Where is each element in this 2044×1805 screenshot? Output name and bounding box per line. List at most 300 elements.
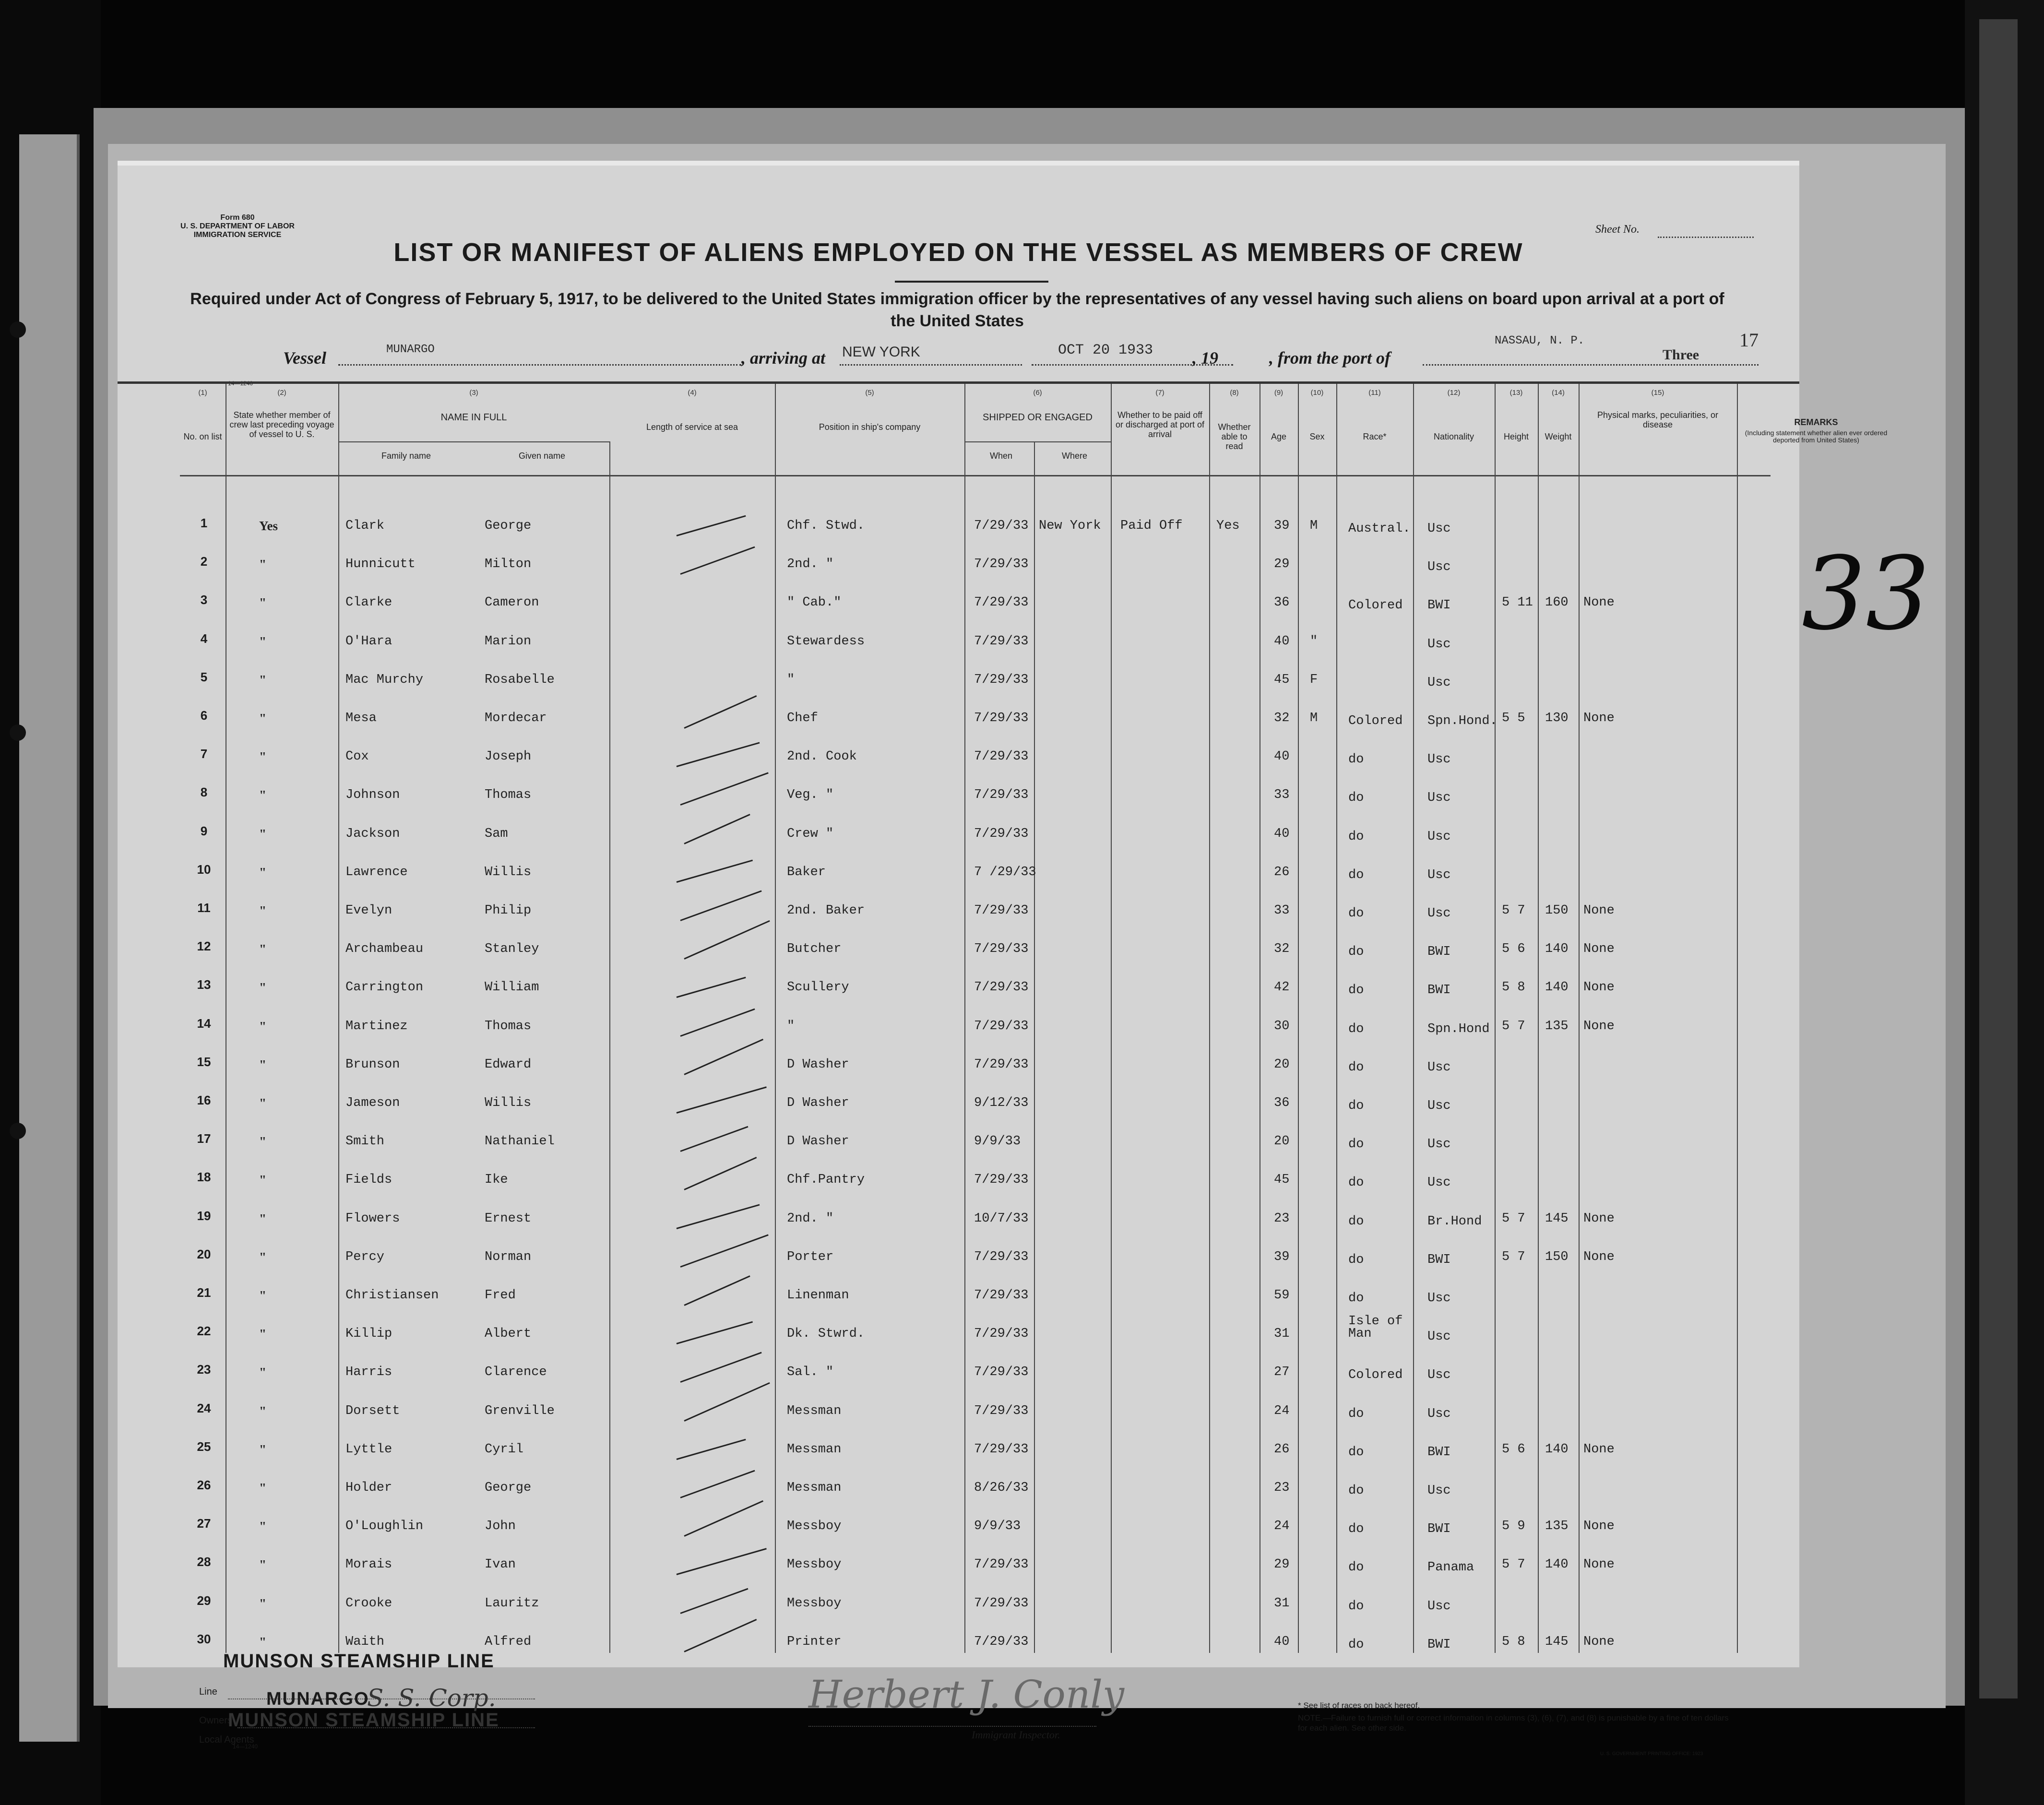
cell-family-name: Archambeau [345,942,424,956]
printer-note: U. S. GOVERNMENT PRINTING OFFICE: 1923 [1600,1751,1703,1757]
cell-race: do [1348,1022,1364,1036]
subheader-rule [338,441,609,442]
table-row [180,708,1771,742]
cell-when: 7/29/33 [974,673,1029,687]
cell-given-name: Thomas [485,1019,532,1033]
row-number: 19 [197,1209,211,1223]
cell-family-name: Mac Murchy [345,673,424,687]
column-header: Race* [1363,432,1387,441]
cell-weight: 140 [1545,942,1569,956]
cell-position: 2nd. Cook [787,749,857,764]
cell-nationality: Usc [1427,1291,1451,1306]
cell-when: 7/29/33 [974,1327,1029,1341]
cell-nationality: BWI [1427,1445,1451,1460]
cell-position: Scullery [787,980,849,995]
cell-sex: M [1310,711,1318,725]
cell-family-name: Clarke [345,595,392,610]
column-header: Sex [1309,432,1325,441]
cell-prev: " [259,1019,266,1033]
races-note: * See list of races on back hereof. [1298,1701,1420,1710]
inspector-signature: Herbert J. Conly [808,1672,1125,1717]
cell-physical-marks: None [1583,1635,1615,1649]
cell-nationality: Usc [1427,1330,1451,1344]
arriving-label: , arriving at [741,348,826,368]
cell-age: 23 [1274,1211,1290,1226]
cell-nationality: Usc [1427,1060,1451,1075]
cell-given-name: Mordecar [485,711,547,725]
page-subtitle: Required under Act of Congress of February 5, 1917, to be delivered to the United States immigration officer by the representatives of any vessel having such aliens on board upon arrival at a port of the United States [190,290,1724,330]
cell-sex: M [1310,519,1318,533]
cell-prev: " [259,1442,266,1457]
cell-family-name: O'Loughlin [345,1519,424,1533]
column-header: REMARKS [1794,417,1838,427]
cell-physical-marks: None [1583,711,1615,725]
cell-age: 36 [1274,595,1290,610]
punch-hole [10,321,26,338]
column-header: Nationality [1433,432,1474,441]
cell-age: 29 [1274,1557,1290,1572]
column-header: No. on list [183,432,222,441]
row-number: 24 [197,1401,211,1415]
cell-weight: 150 [1545,903,1569,918]
cell-given-name: William [485,980,539,995]
cell-race: Colored [1348,1368,1403,1382]
table-row [180,747,1771,780]
column-number: (13) [1509,389,1523,397]
cell-prev: " [259,595,266,610]
cell-family-name: Holder [345,1481,392,1495]
cell-position: D Washer [787,1134,849,1149]
service-tick-mark [677,1439,746,1460]
cell-height: 5 7 [1502,1250,1525,1264]
cell-when: 7/29/33 [974,1404,1029,1418]
cell-weight: 135 [1545,1019,1569,1033]
cell-family-name: Brunson [345,1057,400,1072]
cell-family-name: Christiansen [345,1288,439,1303]
row-number: 10 [197,862,211,877]
vessel-name: MUNARGO [386,343,435,356]
cell-given-name: Rosabelle [485,673,555,687]
cell-weight: 140 [1545,1557,1569,1572]
table-row [180,631,1771,665]
cell-weight: 135 [1545,1519,1569,1533]
cell-when: 8/26/33 [974,1481,1029,1495]
cell-position: Stewardess [787,634,865,649]
cell-when: 7/29/33 [974,1557,1029,1572]
column-subheader: Family name [381,451,431,461]
row-number: 6 [200,708,208,723]
column-number: (11) [1368,389,1381,397]
cell-given-name: Ike [485,1173,508,1187]
row-number: 11 [197,901,211,915]
form-number: Form 680 [220,214,255,222]
cell-nationality: Usc [1427,560,1451,574]
column-header: Height [1503,432,1529,441]
cell-given-name: Alfred [485,1635,532,1649]
cell-race: do [1348,1253,1364,1267]
right-edge [1979,19,2018,1698]
cell-family-name: Jackson [345,827,400,841]
column-number: (3) [469,389,478,397]
crew-table [180,384,1888,1653]
agents-label: Local Agents [199,1734,254,1745]
cell-when: 7/29/33 [974,1596,1029,1611]
column-number: (7) [1155,389,1165,397]
column-number: (8) [1230,389,1239,397]
cell-position: Printer [787,1635,842,1649]
service-tick-mark [680,1009,755,1037]
agents-stamp: MUNSON STEAMSHIP LINE [228,1710,499,1731]
cell-family-name: Crooke [345,1596,392,1611]
cell-position: Messman [787,1442,842,1457]
cell-when: 7/29/33 [974,1173,1029,1187]
row-number: 25 [197,1439,211,1454]
table-row [180,1314,1771,1357]
from-label: , from the port of [1269,348,1391,368]
cell-prev: " [259,1481,266,1495]
cell-physical-marks: None [1583,980,1615,995]
column-number: (10) [1310,389,1324,397]
cell-given-name: Clarence [485,1365,547,1379]
cell-prev: " [259,711,266,725]
row-number: 12 [197,939,211,953]
cell-prev: " [259,634,266,649]
form-service: IMMIGRATION SERVICE [193,231,282,239]
cell-race: do [1348,1176,1364,1190]
cell-family-name: O'Hara [345,634,392,649]
cell-position: Messman [787,1404,842,1418]
column-number: (1) [198,389,207,397]
table-row [180,1593,1771,1627]
row-number: 22 [197,1324,211,1338]
cell-nationality: Usc [1427,1407,1451,1421]
cell-weight: 150 [1545,1250,1569,1264]
cell-prev: " [259,1288,266,1303]
cell-height: 5 11 [1502,595,1533,610]
cell-race: do [1348,868,1364,882]
cell-age: 20 [1274,1057,1290,1072]
cell-prev: " [259,1519,266,1533]
owners-label: Owners [199,1715,232,1726]
table-row [180,1131,1771,1165]
cell-nationality: Usc [1427,1137,1451,1152]
cell-race: do [1348,1599,1364,1614]
row-number: 13 [197,977,211,992]
cell-family-name: Mesa [345,711,377,725]
cell-given-name: Nathaniel [485,1134,555,1149]
cell-position: " Cab." [787,595,842,610]
cell-given-name: Marion [485,634,532,649]
cell-prev: " [259,827,266,841]
column-number: (12) [1447,389,1461,397]
table-row [180,1055,1771,1088]
cell-age: 40 [1274,634,1290,649]
cell-age: 26 [1274,1442,1290,1457]
sheet-word: Three [1663,347,1699,363]
cell-race: Colored [1348,598,1403,613]
row-number: 18 [197,1170,211,1184]
cell-nationality: BWI [1427,1253,1451,1267]
cell-nationality: BWI [1427,945,1451,959]
cell-nationality: Usc [1427,1099,1451,1113]
cell-race: do [1348,1214,1364,1229]
row-number: 23 [197,1362,211,1377]
cell-physical-marks: None [1583,1442,1615,1457]
cell-family-name: Carrington [345,980,424,995]
column-subheader: When [989,451,1013,461]
column-header: Physical marks, peculiarities, or disease [1597,410,1719,429]
cell-family-name: Clark [345,519,385,533]
line-label: Line [199,1686,217,1697]
cell-prev: " [259,1557,266,1572]
cell-position: Baker [787,865,826,879]
service-tick-mark [677,860,753,883]
cell-when: 10/7/33 [974,1211,1029,1226]
cell-family-name: Martinez [345,1019,408,1033]
subheader-rule [964,441,1111,442]
cell-physical-marks: None [1583,903,1615,918]
column-header: Whether to be paid off or discharged at port of arrival [1115,410,1205,439]
cell-prev: " [259,1327,266,1341]
cell-when: 7/29/33 [974,980,1029,995]
cell-prev: " [259,1250,266,1264]
service-tick-mark [677,1321,753,1344]
row-number: 21 [197,1285,211,1300]
cell-paid-off: Paid Off [1120,519,1183,533]
cell-when: 7/29/33 [974,788,1029,802]
row-number: 29 [197,1593,211,1608]
cell-age: 32 [1274,942,1290,956]
cell-when: 7/29/33 [974,1019,1029,1033]
cell-height: 5 7 [1502,1211,1525,1226]
cell-given-name: Albert [485,1327,532,1341]
cell-when: 7/29/33 [974,1442,1029,1457]
cell-given-name: Fred [485,1288,516,1303]
cell-nationality: Usc [1427,1599,1451,1614]
cell-family-name: Dorsett [345,1404,400,1418]
cell-family-name: Waith [345,1635,385,1649]
cell-height: 5 7 [1502,1557,1525,1572]
row-number: 16 [197,1093,211,1107]
cell-when: 7/29/33 [974,1057,1029,1072]
table-row [180,554,1771,588]
cell-race: Colored [1348,714,1403,728]
cell-family-name: Percy [345,1250,385,1264]
cell-nationality: Usc [1427,830,1451,844]
cell-prev: " [259,1596,266,1611]
cell-when: 7/29/33 [974,519,1029,533]
cell-family-name: Evelyn [345,903,392,918]
punch-hole [10,724,26,741]
cell-race: do [1348,945,1364,959]
row-number: 14 [197,1016,211,1031]
table-row [180,862,1771,896]
cell-when: 7/29/33 [974,903,1029,918]
cell-nationality: Usc [1427,906,1451,921]
row-number: 15 [197,1055,211,1069]
cell-family-name: Lyttle [345,1442,392,1457]
cell-family-name: Smith [345,1134,385,1149]
table-row [180,1516,1771,1550]
table-row [180,785,1771,819]
cell-nationality: Usc [1427,1176,1451,1190]
cell-height: 5 6 [1502,1442,1525,1457]
row-number: 9 [200,824,208,838]
cell-sex: " [1310,634,1318,649]
cell-when: 7/29/33 [974,711,1029,725]
cell-age: 59 [1274,1288,1290,1303]
cell-nationality: Spn.Hond. [1427,714,1497,728]
service-tick-mark [677,1548,767,1575]
cell-physical-marks: None [1583,1250,1615,1264]
cell-race: do [1348,830,1364,844]
row-number: 8 [200,785,208,799]
cell-age: 33 [1274,903,1290,918]
cell-prev: " [259,1057,266,1072]
cell-physical-marks: None [1583,942,1615,956]
service-tick-mark [680,1588,748,1614]
cell-prev: Yes [259,519,278,533]
cell-age: 27 [1274,1365,1290,1379]
cell-height: 5 5 [1502,711,1525,725]
cell-given-name: Willis [485,865,532,879]
cell-when: 9/9/33 [974,1134,1021,1149]
cell-where: New York [1039,519,1101,533]
cell-when: 7/29/33 [974,634,1029,649]
table-row [180,593,1771,626]
cell-when: 7/29/33 [974,1288,1029,1303]
cell-weight: 145 [1545,1211,1569,1226]
cell-family-name: Flowers [345,1211,400,1226]
cell-age: 40 [1274,749,1290,764]
cell-position: Butcher [787,942,842,956]
table-row [180,824,1771,857]
service-tick-mark [677,742,760,767]
cell-given-name: Willis [485,1096,532,1110]
cell-given-name: Edward [485,1057,532,1072]
header-bottom-rule [180,475,1771,476]
cell-given-name: George [485,1481,532,1495]
cell-given-name: Lauritz [485,1596,539,1611]
owners-stamp: MUNARGO [266,1689,369,1709]
table-row [180,1478,1771,1511]
penalty-note: NOTE.—Failure to furnish full or correct information in columns (3), (6), (7), and (8) is punishable by a fine of ten dollars for each alien. See other side. [1298,1713,1729,1733]
cell-height: 5 7 [1502,903,1525,918]
cell-position: 2nd. Baker [787,903,865,918]
cell-when: 9/9/33 [974,1519,1021,1533]
cell-family-name: Johnson [345,788,400,802]
from-underline [1423,364,1759,366]
cell-race: do [1348,1060,1364,1075]
cell-given-name: Philip [485,903,532,918]
cell-prev: " [259,1404,266,1418]
cell-physical-marks: None [1583,1019,1615,1033]
cell-prev: " [259,1365,266,1379]
row-number: 26 [197,1478,211,1492]
cell-family-name: Lawrence [345,865,408,879]
cell-race: do [1348,1484,1364,1498]
cell-race: Austral. [1348,522,1411,536]
column-header: Age [1271,432,1287,441]
vessel-line [118,329,1799,377]
cell-prev: " [259,1635,266,1649]
service-tick-mark [680,1126,748,1152]
cell-physical-marks: None [1583,1557,1615,1572]
arriving-underline [840,364,1022,366]
cell-family-name: Harris [345,1365,392,1379]
cell-prev: " [259,1134,266,1149]
row-number: 4 [200,631,208,646]
cell-race: do [1348,906,1364,921]
form-block [170,214,305,239]
cell-race: do [1348,1291,1364,1306]
cell-race: do [1348,1445,1364,1460]
column-subheader: Where [1061,451,1087,461]
sheet-no-label: Sheet No. [1595,223,1640,236]
cell-nationality: Usc [1427,791,1451,805]
table-row [180,516,1771,549]
column-header: State whether member of crew last preceding voyage of vessel to U. S. [229,410,334,439]
cell-height: 5 6 [1502,942,1525,956]
row-number: 27 [197,1516,211,1531]
cell-age: 45 [1274,1173,1290,1187]
cell-nationality: Usc [1427,868,1451,882]
cell-prev: " [259,749,266,764]
cell-given-name: Thomas [485,788,532,802]
table-row [180,1209,1771,1242]
service-tick-mark [680,546,755,575]
cell-position: 2nd. " [787,1211,834,1226]
table-row [180,670,1771,703]
service-tick-mark [677,515,746,536]
cell-age: 40 [1274,827,1290,841]
column-number: (9) [1274,389,1283,397]
page-title: LIST OR MANIFEST OF ALIENS EMPLOYED ON THE VESSEL AS MEMBERS OF CREW [393,238,1523,267]
cell-race: do [1348,1522,1364,1536]
cell-family-name: Fields [345,1173,392,1187]
column-header: Whether able to read [1218,422,1251,451]
column-header: Weight [1545,432,1572,441]
table-row [180,1362,1771,1396]
arriving-port: NEW YORK [842,344,920,360]
cell-given-name: Cameron [485,595,539,610]
cell-given-name: Grenville [485,1404,555,1418]
cell-race: do [1348,983,1364,998]
table-row [180,1439,1771,1473]
remarks-note: (Including statement whether alien ever ordered deported from United States) [1745,429,1888,444]
cell-prev: " [259,1173,266,1187]
inspector-underline [808,1726,1096,1727]
cell-height: 5 8 [1502,1635,1525,1649]
service-tick-mark [680,1470,755,1498]
cell-nationality: Usc [1427,752,1451,767]
row-number: 28 [197,1555,211,1569]
cell-race: do [1348,1137,1364,1152]
cell-nationality: BWI [1427,1638,1451,1652]
cell-position: Chf. Stwd. [787,519,865,533]
row-number: 1 [200,516,208,530]
column-number: (6) [1033,389,1042,397]
cell-nationality: Usc [1427,1368,1451,1382]
table-row [180,1555,1771,1588]
margin-note: 33 [1802,535,1930,653]
cell-when: 7/29/33 [974,595,1029,610]
cell-nationality: Spn.Hond [1427,1022,1490,1036]
cell-position: " [787,1019,795,1033]
cell-position: Chef [787,711,818,725]
punch-hole [10,1123,26,1139]
table-row [180,1016,1771,1050]
